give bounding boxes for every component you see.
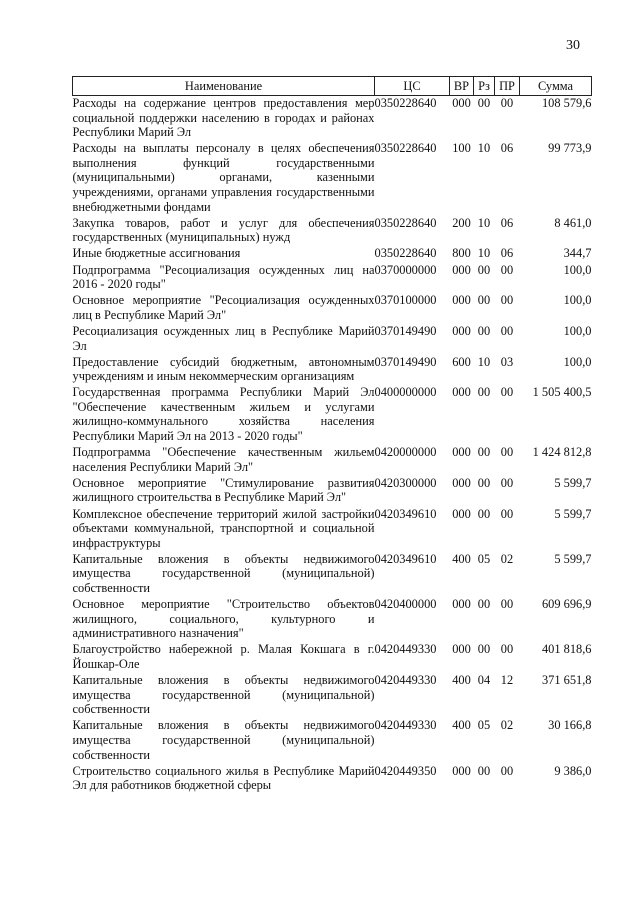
row-cs: 0420349610 [374, 506, 437, 521]
row-name: Капитальные вложения в объекты недвижимого имущества государственной (муниципальной) собственности [72, 718, 375, 762]
row-name: Основное мероприятие "Строительство объектов жилищного, социального, культурного и административного назначения" [72, 597, 375, 641]
row-pr: 02 [500, 718, 514, 733]
row-sum: 401 818,6 [541, 642, 592, 657]
table-row [73, 246, 592, 262]
row-rz: 00 [477, 293, 491, 308]
row-pr: 06 [500, 215, 514, 230]
row-sum: 100,0 [563, 293, 592, 308]
row-rz: 04 [477, 673, 491, 688]
row-cs: 0420449330 [374, 642, 437, 657]
row-vr: 000 [452, 763, 471, 778]
row-pr: 12 [500, 673, 514, 688]
row-rz: 00 [477, 597, 491, 612]
row-pr: 06 [500, 141, 514, 156]
table-header-row [73, 77, 592, 96]
row-rz: 00 [477, 475, 491, 490]
row-cs: 0370149490 [374, 323, 437, 338]
row-sum: 100,0 [563, 354, 592, 369]
row-sum: 371 651,8 [541, 673, 592, 688]
row-pr: 00 [500, 642, 514, 657]
table-row [73, 216, 592, 247]
row-cs: 0420449330 [374, 718, 437, 733]
row-cs: 0420449350 [374, 763, 437, 778]
row-rz: 05 [477, 718, 491, 733]
row-cs: 0420000000 [374, 445, 437, 460]
row-pr: 03 [500, 354, 514, 369]
row-name: Предоставление субсидий бюджетным, автономным учреждениям и иным некоммерческим организациям [72, 354, 375, 384]
row-sum: 100,0 [563, 323, 592, 338]
row-vr: 000 [452, 506, 471, 521]
row-rz: 00 [477, 262, 491, 277]
table-row [73, 552, 592, 597]
row-rz: 10 [477, 246, 491, 261]
header-sum: Сумма [520, 77, 592, 96]
row-vr: 400 [452, 673, 471, 688]
table-row [73, 673, 592, 718]
row-cs: 0370100000 [374, 293, 437, 308]
row-rz: 00 [477, 96, 491, 110]
row-pr: 00 [500, 506, 514, 521]
row-sum: 9 386,0 [554, 763, 592, 778]
row-sum: 5 599,7 [554, 551, 592, 566]
row-pr: 00 [500, 597, 514, 612]
row-name: Иные бюджетные ассигнования [72, 246, 241, 261]
row-cs: 0370000000 [374, 262, 437, 277]
row-name: Закупка товаров, работ и услуг для обеспечения государственных (муниципальных) нужд [72, 215, 375, 245]
row-name: Государственная программа Республики Марий Эл "Обеспечение качественным жильем и услугами жилищно-коммунального хозяйства населения Республики Марий Эл на 2013 - 2020 годы" [72, 385, 375, 444]
row-cs: 0420400000 [374, 597, 437, 612]
row-sum: 609 696,9 [541, 597, 592, 612]
row-pr: 02 [500, 551, 514, 566]
table-row [73, 96, 592, 142]
table-row [73, 476, 592, 507]
row-name: Строительство социального жилья в Республике Марий Эл для работников бюджетной сферы [72, 763, 375, 793]
table-row [73, 642, 592, 673]
table-row [73, 141, 592, 215]
budget-table [72, 76, 592, 794]
row-rz: 00 [477, 763, 491, 778]
row-vr: 800 [452, 246, 471, 261]
row-vr: 000 [452, 262, 471, 277]
row-pr: 00 [500, 445, 514, 460]
row-vr: 400 [452, 718, 471, 733]
row-pr: 00 [500, 293, 514, 308]
row-vr: 000 [452, 445, 471, 460]
row-name: Подпрограмма "Ресоциализация осужденных лиц на 2016 - 2020 годы" [72, 262, 375, 292]
row-cs: 0350228640 [374, 141, 437, 156]
row-pr: 00 [500, 763, 514, 778]
table-row [73, 718, 592, 763]
row-name: Расходы на содержание центров предоставления мер социальной поддержки населению в городах и районах Республики Марий Эл [72, 96, 375, 140]
row-pr: 00 [500, 262, 514, 277]
row-name: Комплексное обеспечение территорий жилой застройки объектами коммунальной, транспортной и социальной инфраструктуры [72, 506, 375, 550]
row-cs: 0420300000 [374, 475, 437, 490]
row-vr: 100 [452, 141, 471, 156]
table-row [73, 324, 592, 355]
row-sum: 1 424 812,8 [532, 445, 592, 460]
row-name: Основное мероприятие "Ресоциализация осужденных лиц в Республике Марий Эл" [72, 293, 375, 322]
row-cs: 0350228640 [374, 215, 437, 230]
row-sum: 99 773,9 [548, 141, 592, 156]
row-name: Основное мероприятие "Стимулирование развития жилищного строительства в Республике Марий Эл" [72, 475, 375, 505]
row-sum: 5 599,7 [554, 506, 592, 521]
table-row [73, 293, 592, 324]
row-name: Капитальные вложения в объекты недвижимого имущества государственной (муниципальной) собственности [72, 551, 375, 595]
row-vr: 000 [452, 385, 471, 400]
table-row [73, 263, 592, 294]
page-number: 30 [566, 38, 580, 53]
row-vr: 600 [452, 354, 471, 369]
row-vr: 000 [452, 293, 471, 308]
row-name: Благоустройство набережной р. Малая Кокшага в г. Йошкар-Оле [72, 642, 375, 671]
row-name: Подпрограмма "Обеспечение качественным жильем населения Республики Марий Эл" [72, 445, 375, 474]
row-vr: 000 [452, 323, 471, 338]
row-cs: 0420449330 [374, 673, 437, 688]
row-pr: 00 [500, 323, 514, 338]
row-pr: 00 [500, 96, 514, 110]
row-vr: 000 [452, 642, 471, 657]
table-row [73, 445, 592, 476]
row-vr: 000 [452, 597, 471, 612]
row-cs: 0370149490 [374, 354, 437, 369]
row-rz: 00 [477, 642, 491, 657]
row-cs: 0350228640 [374, 246, 437, 261]
row-cs: 0350228640 [374, 96, 437, 110]
row-name: Расходы на выплаты персоналу в целях обеспечения выполнения функций государственными (муниципальными) органами, казенными учреждениями, органами управления государственными внебюджетными фондами [72, 141, 375, 214]
table-body [73, 96, 592, 795]
row-vr: 400 [452, 551, 471, 566]
row-pr: 06 [500, 246, 514, 261]
table-row [73, 764, 592, 795]
row-sum: 1 505 400,5 [532, 385, 592, 400]
row-name: Ресоциализация осужденных лиц в Республике Марий Эл [72, 323, 375, 353]
row-name: Капитальные вложения в объекты недвижимого имущества государственной (муниципальной) собственности [72, 673, 375, 717]
row-cs: 0400000000 [374, 385, 437, 400]
row-rz: 10 [477, 215, 491, 230]
header-vr: ВР [450, 77, 474, 96]
row-vr: 200 [452, 215, 471, 230]
row-pr: 00 [500, 475, 514, 490]
row-vr: 000 [452, 96, 471, 110]
row-sum: 5 599,7 [554, 475, 592, 490]
row-pr: 00 [500, 385, 514, 400]
row-sum: 30 166,8 [548, 718, 592, 733]
row-rz: 00 [477, 445, 491, 460]
row-sum: 344,7 [563, 246, 592, 261]
table-row [73, 597, 592, 642]
row-vr: 000 [452, 475, 471, 490]
header-rz: Рз [474, 77, 495, 96]
row-rz: 00 [477, 506, 491, 521]
table-row [73, 385, 592, 445]
row-sum: 100,0 [563, 262, 592, 277]
row-rz: 00 [477, 323, 491, 338]
row-sum: 108 579,6 [541, 96, 592, 110]
row-sum: 8 461,0 [554, 215, 592, 230]
table-row [73, 507, 592, 552]
header-pr: ПР [495, 77, 520, 96]
row-rz: 10 [477, 354, 491, 369]
row-rz: 00 [477, 385, 491, 400]
table-row [73, 355, 592, 386]
row-cs: 0420349610 [374, 551, 437, 566]
header-name: Наименование [73, 77, 375, 96]
row-rz: 05 [477, 551, 491, 566]
header-cs: ЦС [375, 77, 450, 96]
row-rz: 10 [477, 141, 491, 156]
